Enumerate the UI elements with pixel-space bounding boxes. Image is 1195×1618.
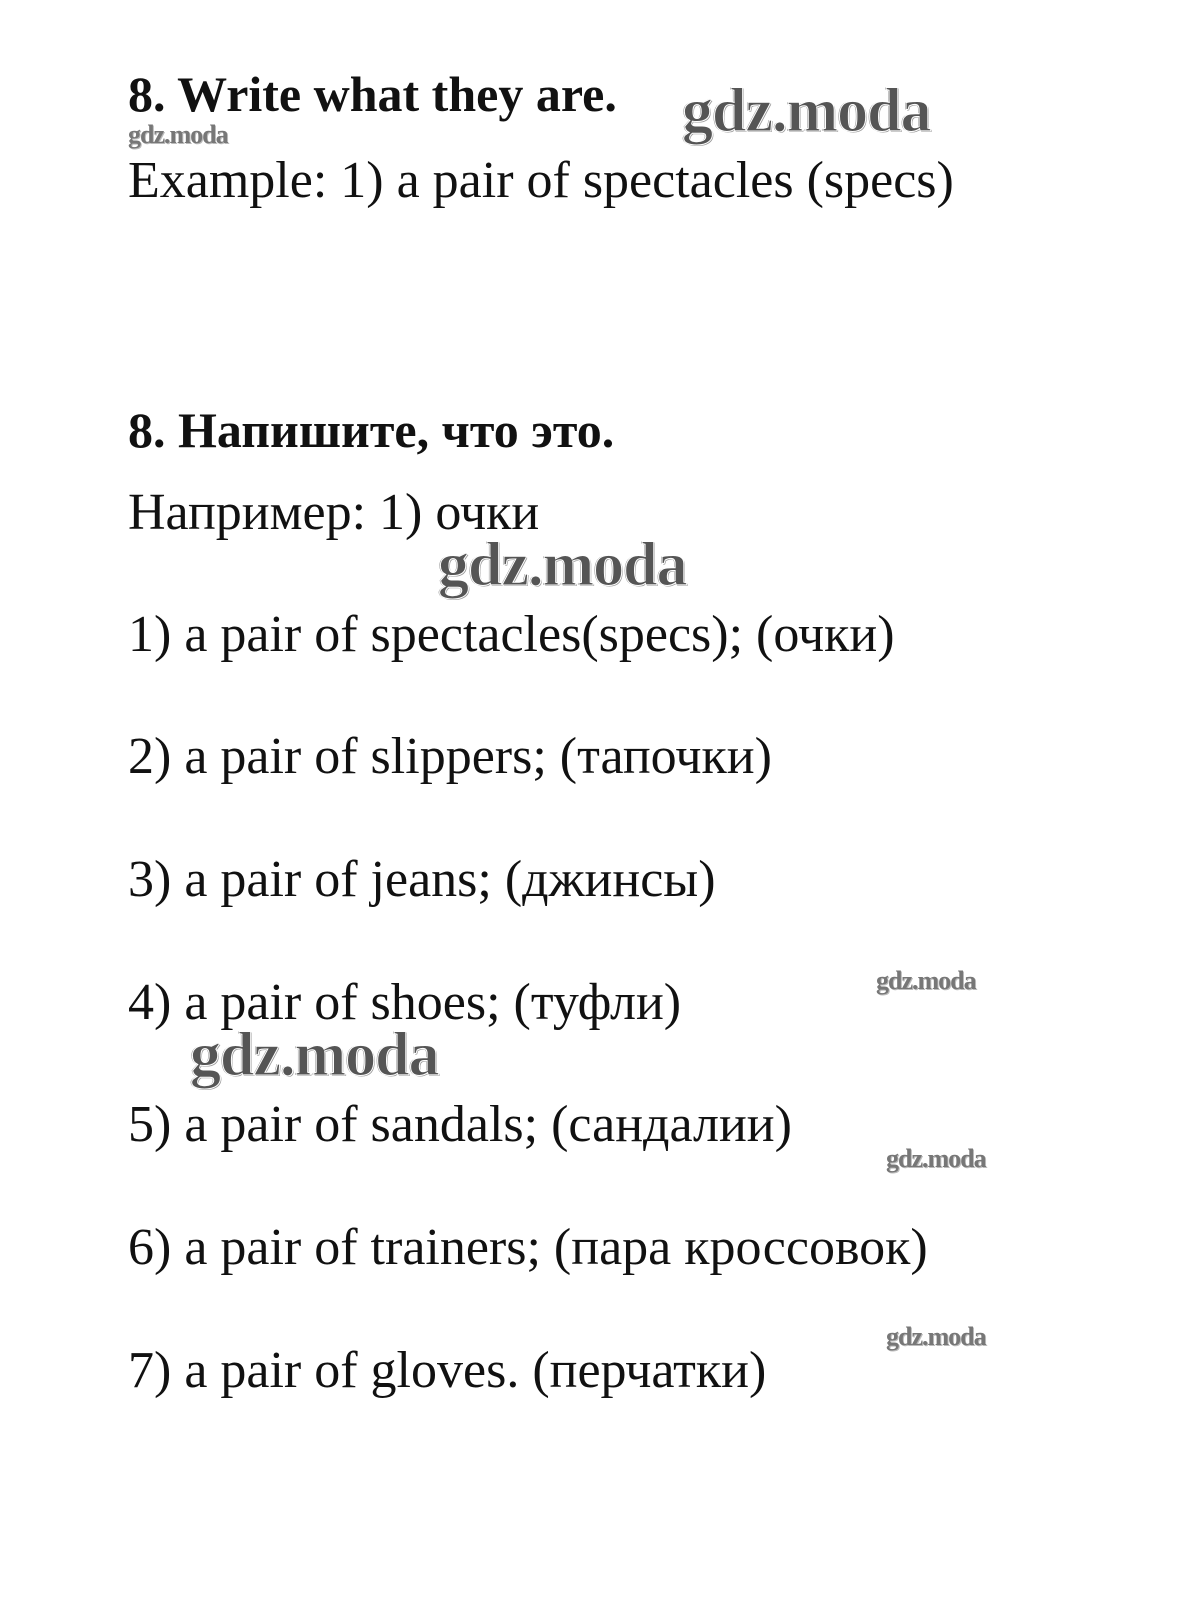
answer-item-4: 4) a pair of shoes; (туфли) bbox=[128, 974, 682, 1031]
answer-item-6: 6) a pair of trainers; (пара кроссовок) bbox=[128, 1219, 928, 1276]
example-english: Example: 1) a pair of spectacles (specs) bbox=[128, 152, 954, 209]
watermark-logo: gdz.moda bbox=[190, 1021, 439, 1089]
watermark-logo: gdz.moda bbox=[886, 1322, 986, 1351]
answer-item-7: 7) a pair of gloves. (перчатки) bbox=[128, 1342, 767, 1399]
example-russian: Например: 1) очки bbox=[128, 484, 540, 541]
watermark-logo: gdz.moda bbox=[876, 966, 976, 995]
answer-item-3: 3) a pair of jeans; (джинсы) bbox=[128, 851, 716, 908]
answer-item-2: 2) a pair of slippers; (тапочки) bbox=[128, 728, 772, 785]
watermark-logo: gdz.moda bbox=[128, 120, 228, 149]
exercise-heading-english: 8. Write what they are. bbox=[128, 66, 617, 122]
watermark-logo: gdz.moda bbox=[682, 77, 931, 145]
exercise-heading-russian: 8. Напишите, что это. bbox=[128, 402, 615, 458]
watermark-logo: gdz.moda bbox=[886, 1144, 986, 1173]
answer-item-1: 1) a pair of spectacles(specs); (очки) bbox=[128, 606, 895, 663]
watermark-logo: gdz.moda bbox=[438, 531, 687, 599]
answer-item-5: 5) a pair of sandals; (сандалии) bbox=[128, 1096, 792, 1153]
